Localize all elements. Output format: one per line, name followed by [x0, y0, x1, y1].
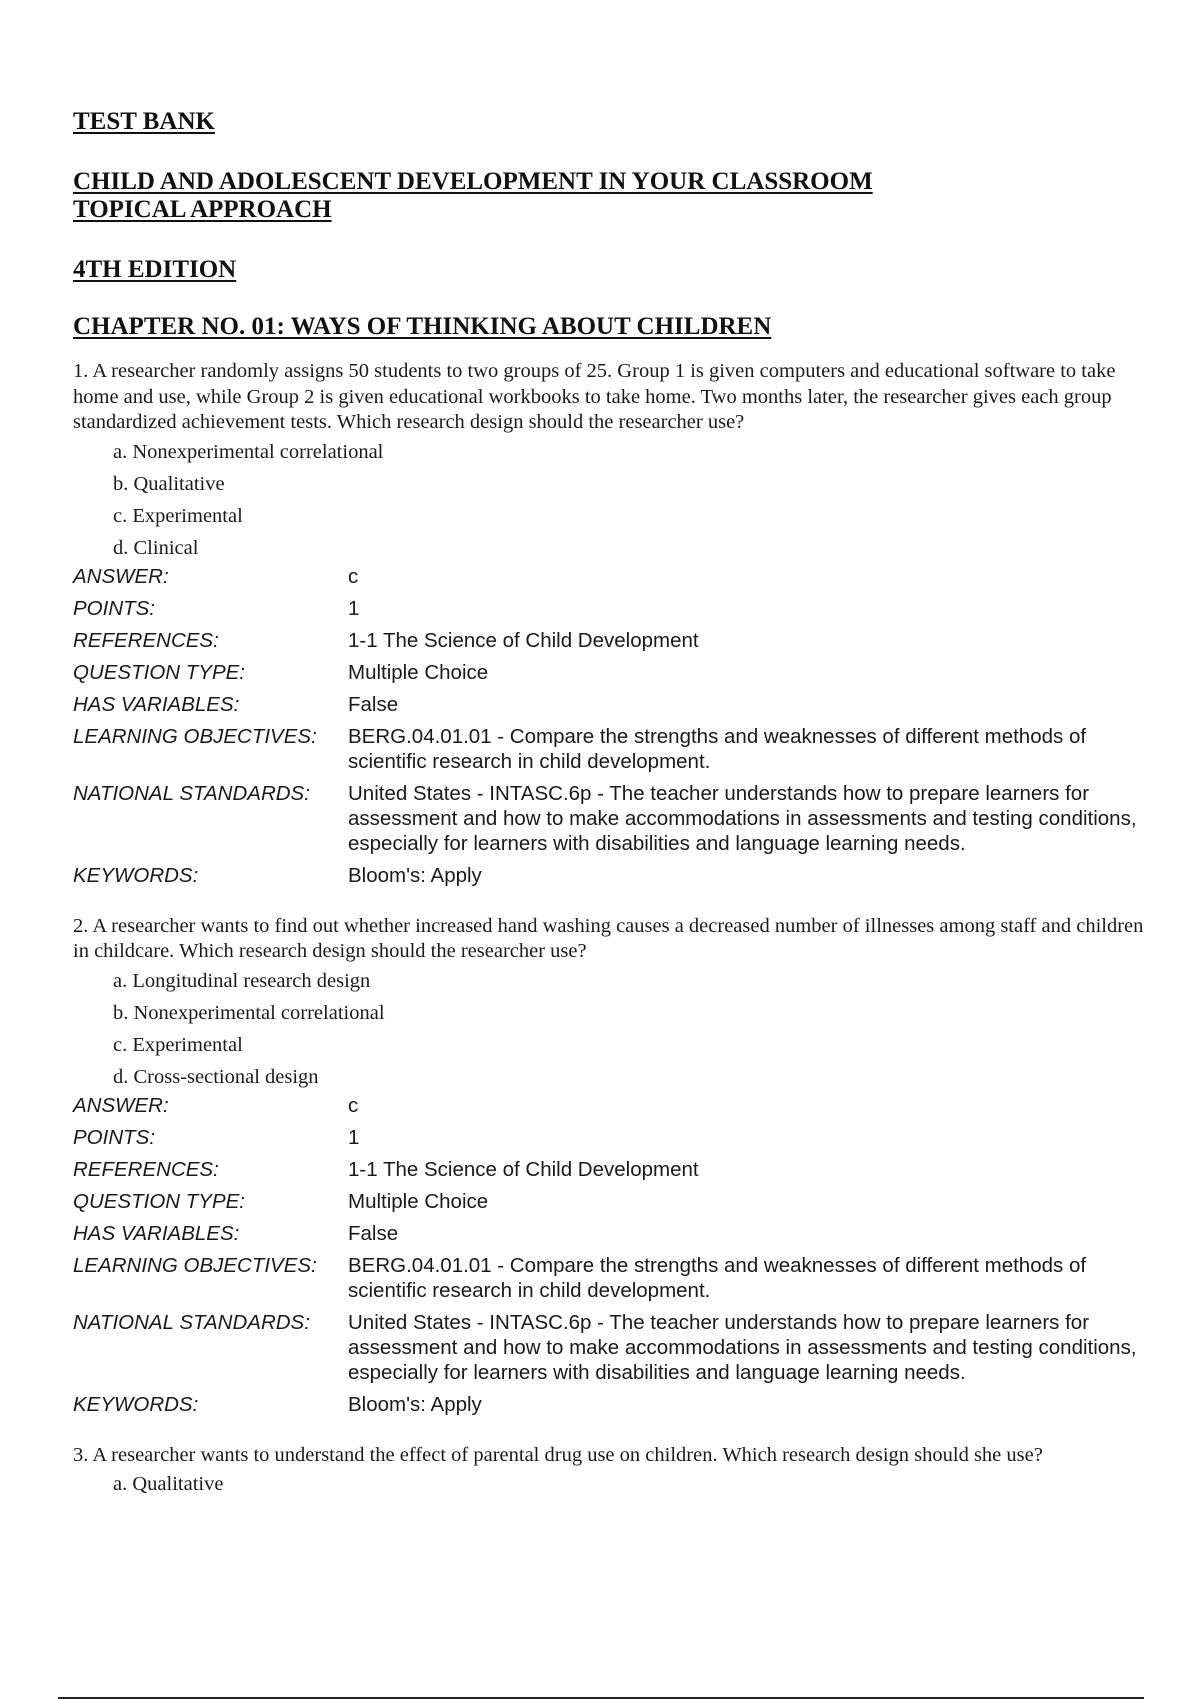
meta-row-learning-objectives: [73, 1253, 1163, 1303]
meta-row-question-type: [73, 660, 1163, 685]
book-title: [73, 168, 1163, 224]
option-c: c. Experimental: [113, 1033, 243, 1056]
meta-row-question-type: [73, 1189, 1163, 1214]
option-b: b. Qualitative: [113, 472, 225, 495]
meta-label: POINTS:: [73, 1125, 156, 1149]
meta-label: NATIONAL STANDARDS:: [73, 781, 310, 805]
meta-row-national-standards: [73, 1310, 1163, 1385]
meta-label: QUESTION TYPE:: [73, 660, 245, 684]
edition-heading: 4TH EDITION: [73, 256, 237, 283]
question-type-value: Multiple Choice: [348, 1189, 489, 1213]
question-stem: 3. A researcher wants to understand the effect of parental drug use on children. Which research design should she use?: [73, 1443, 1043, 1466]
national-standards-value: United States - INTASC.6p - The teacher understands how to prepare learners for assessment and how to make accommodations in assessments and testing conditions, especially for learners with disabilities and language learning needs.: [348, 1310, 1137, 1384]
meta-label: HAS VARIABLES:: [73, 692, 240, 716]
learning-objectives-value: BERG.04.01.01 - Compare the strengths and weaknesses of different methods of scientific research in child development.: [348, 724, 1087, 773]
meta-label: REFERENCES:: [73, 1157, 219, 1181]
references-value: 1-1 The Science of Child Development: [348, 1157, 699, 1181]
answer-value: c: [348, 1093, 359, 1117]
meta-label: LEARNING OBJECTIVES:: [73, 1253, 317, 1277]
option-a: a. Longitudinal research design: [113, 969, 371, 992]
meta-row-points: [73, 596, 1163, 621]
option-d: d. Clinical: [113, 536, 199, 559]
meta-row-national-standards: [73, 781, 1163, 856]
meta-row-has-variables: [73, 1221, 1163, 1246]
question-metadata: [73, 564, 1163, 888]
question-1: [73, 359, 1163, 888]
meta-row-answer: [73, 564, 1163, 589]
meta-label: ANSWER:: [73, 1093, 169, 1117]
question-type-value: Multiple Choice: [348, 660, 489, 684]
option-b: b. Nonexperimental correlational: [113, 1001, 385, 1024]
document-page: [73, 108, 1163, 1526]
chapter-heading: CHAPTER NO. 01: WAYS OF THINKING ABOUT CHILDREN: [73, 313, 772, 340]
meta-row-references: [73, 1157, 1163, 1182]
question-stem: 2. A researcher wants to find out whether increased hand washing causes a decreased number of illnesses among staff and children in childcare. Which research design should the researcher use?: [73, 914, 1144, 962]
meta-label: KEYWORDS:: [73, 1392, 199, 1416]
meta-label: POINTS:: [73, 596, 156, 620]
meta-label: ANSWER:: [73, 564, 169, 588]
keywords-value: Bloom's: Apply: [348, 863, 482, 887]
document-title: TEST BANK: [73, 108, 215, 135]
question-3: [73, 1443, 1163, 1501]
question-metadata: [73, 1093, 1163, 1417]
national-standards-value: United States - INTASC.6p - The teacher understands how to prepare learners for assessment and how to make accommodations in assessments and testing conditions, especially for learners with disabilities and language learning needs.: [348, 781, 1137, 855]
meta-label: REFERENCES:: [73, 628, 219, 652]
meta-row-keywords: [73, 1392, 1163, 1417]
option-d: d. Cross-sectional design: [113, 1065, 319, 1088]
meta-row-points: [73, 1125, 1163, 1150]
meta-row-learning-objectives: [73, 724, 1163, 774]
answer-options: [73, 1468, 1163, 1500]
answer-value: c: [348, 564, 359, 588]
book-title-line-2: TOPICAL APPROACH: [73, 196, 332, 223]
book-title-line-1: CHILD AND ADOLESCENT DEVELOPMENT IN YOUR CLASSROOM: [73, 168, 873, 195]
keywords-value: Bloom's: Apply: [348, 1392, 482, 1416]
option-c: c. Experimental: [113, 504, 243, 527]
meta-row-references: [73, 628, 1163, 653]
question-stem: 1. A researcher randomly assigns 50 students to two groups of 25. Group 1 is given computers and educational software to take home and use, while Group 2 is given educational workbooks to take home. Two months later, the researcher gives each group standardized achievement tests. Which research design should the researcher use?: [73, 360, 1116, 433]
meta-label: HAS VARIABLES:: [73, 1221, 240, 1245]
answer-options: [73, 436, 1163, 564]
option-a: a. Nonexperimental correlational: [113, 440, 384, 463]
meta-label: NATIONAL STANDARDS:: [73, 1310, 310, 1334]
meta-label: KEYWORDS:: [73, 863, 199, 887]
meta-label: LEARNING OBJECTIVES:: [73, 724, 317, 748]
has-variables-value: False: [348, 692, 399, 716]
meta-row-has-variables: [73, 692, 1163, 717]
learning-objectives-value: BERG.04.01.01 - Compare the strengths and weaknesses of different methods of scientific research in child development.: [348, 1253, 1087, 1302]
points-value: 1: [348, 596, 360, 620]
footer-rule: [58, 1697, 1144, 1699]
meta-row-keywords: [73, 863, 1163, 888]
references-value: 1-1 The Science of Child Development: [348, 628, 699, 652]
meta-row-answer: [73, 1093, 1163, 1118]
option-a: a. Qualitative: [113, 1473, 224, 1495]
points-value: 1: [348, 1125, 360, 1149]
has-variables-value: False: [348, 1221, 399, 1245]
question-2: [73, 914, 1163, 1417]
meta-label: QUESTION TYPE:: [73, 1189, 245, 1213]
answer-options: [73, 965, 1163, 1093]
